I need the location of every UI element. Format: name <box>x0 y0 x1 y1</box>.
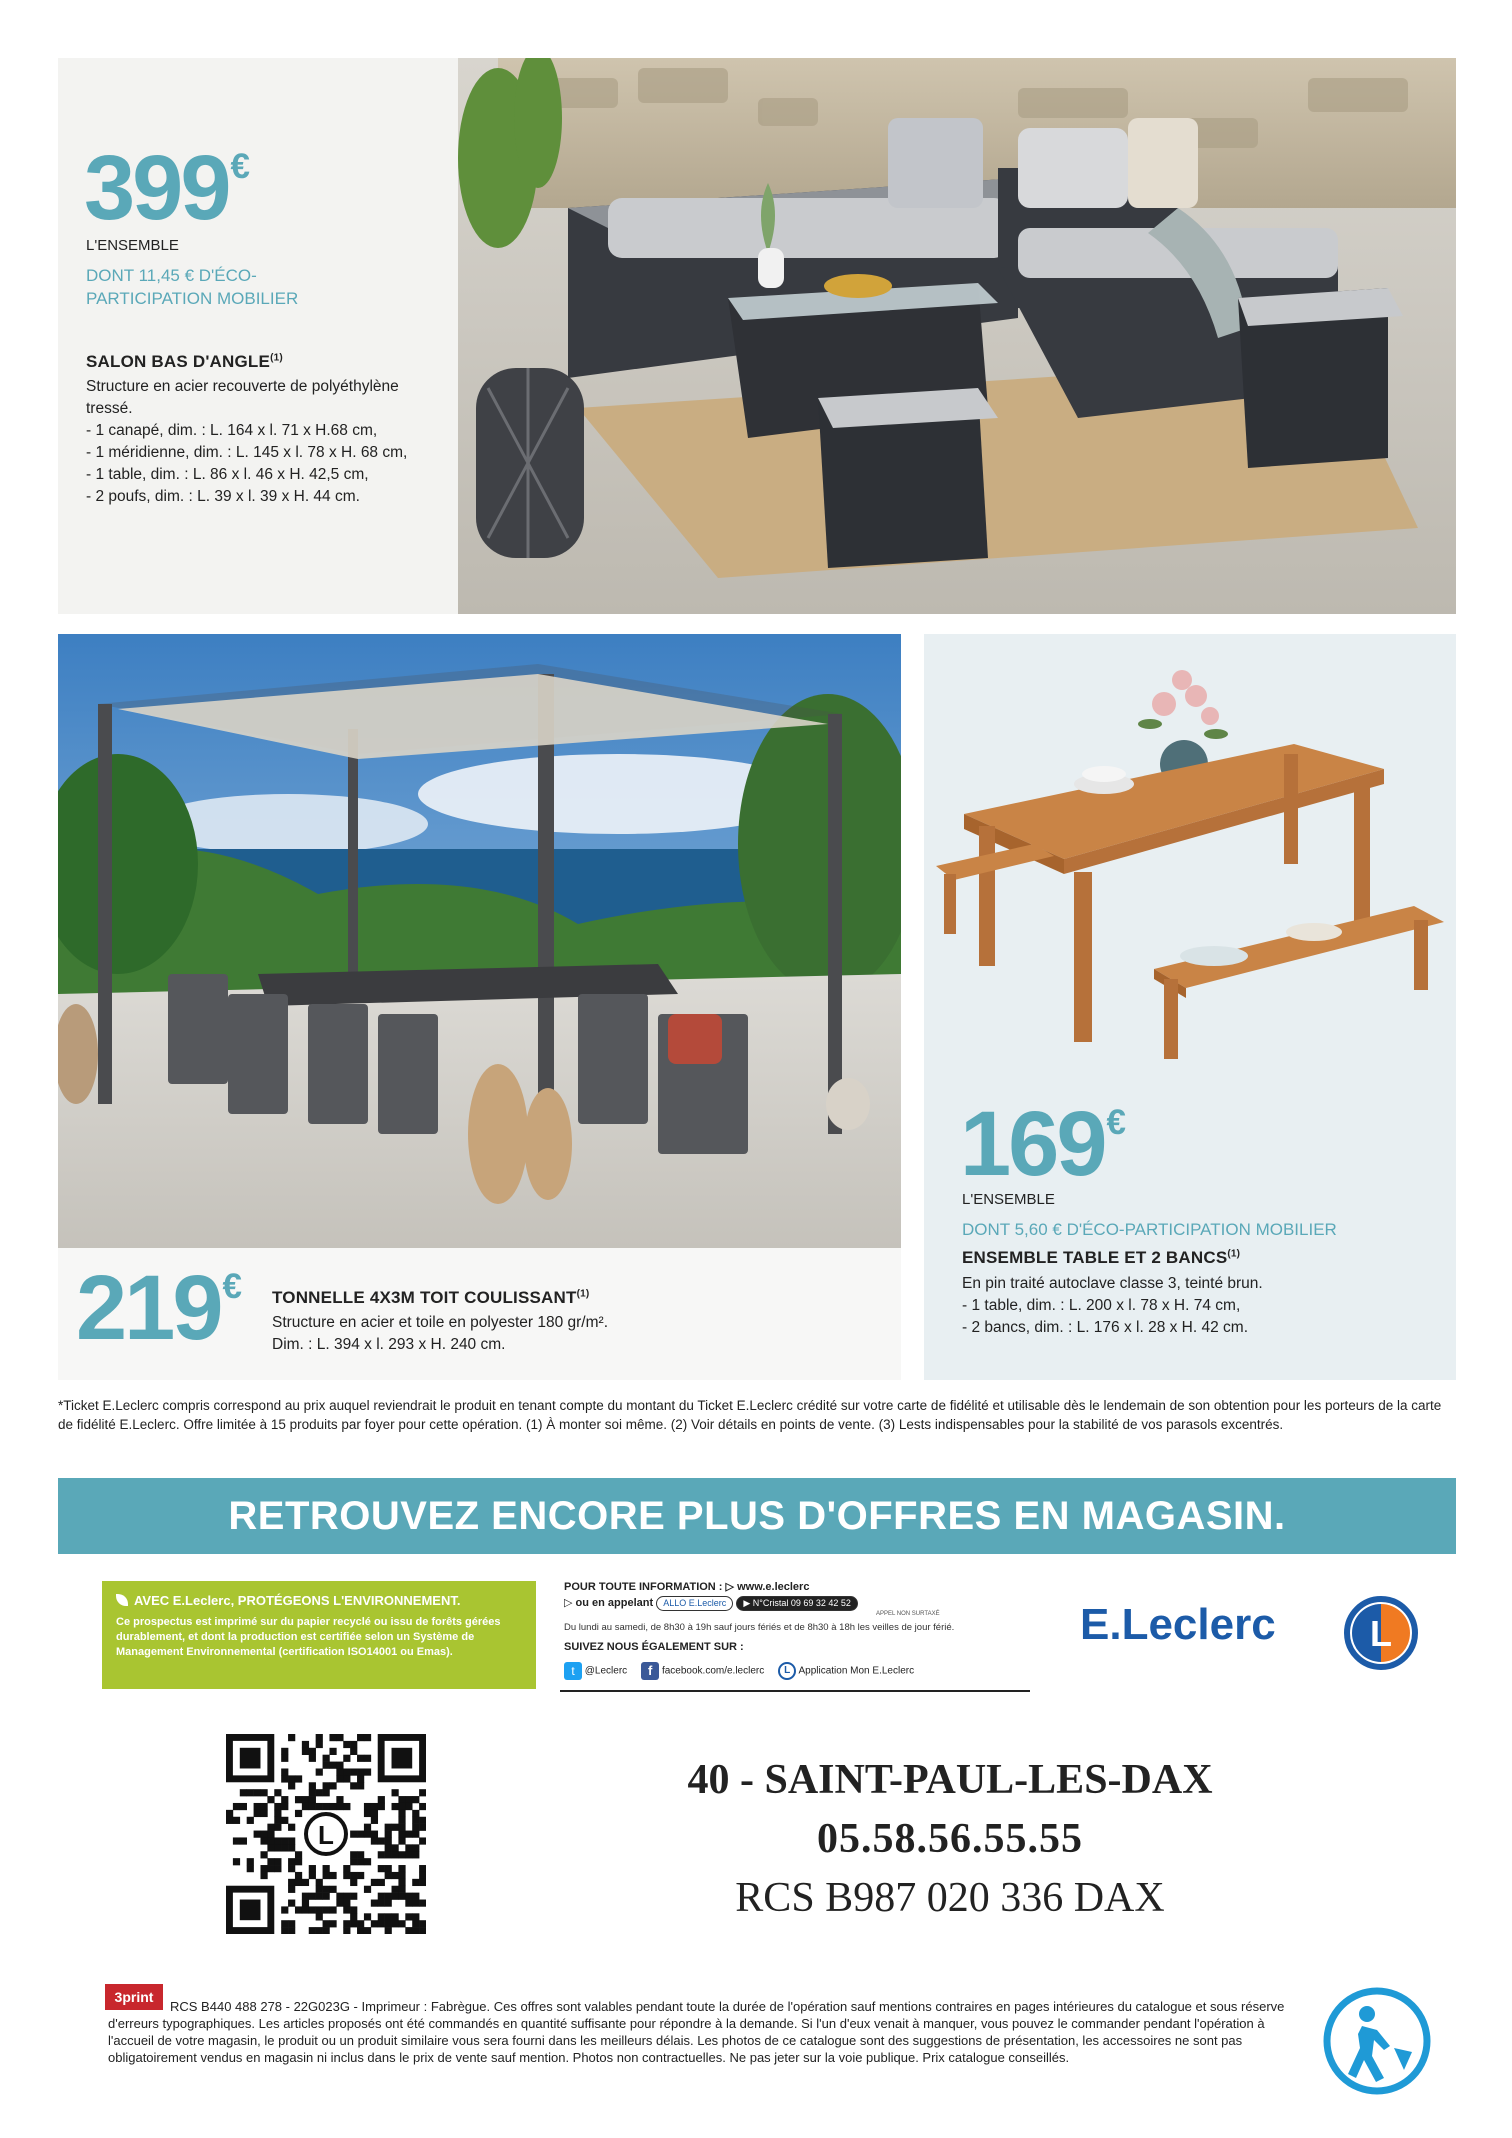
legal-text-content: RCS B440 488 278 - 22G023G - Imprimeur : Fabrègue. Ces offres sont valables pendant toute la durée de l'opération sauf mentions contraires en pages intérieures du catalogue et sous réserve d'erreurs typographiques. Les articles proposés ont été commandés en quantité suffisante pour répondre à la demande. Si l'un d'eux venait à manquer, vous pouvez le commander pendant l'opération à l'accueil de votre magasin, le produit ou un produit similaire vous sera fourni dans les meilleurs délais. Les photos de ce catalogue sont des suggestions de présentation, les accessoires ne sont pas obligatoirement vendus en magasin ni inclus dans le prix de vente sauf mention. Photos non contractuelles. Ne pas jeter sur la voie publique. Prix catalogue conseillés. <box>108 1999 1285 2065</box>
salon-price <box>84 137 250 239</box>
logo-letter: L <box>1370 1613 1392 1654</box>
tonnelle-description <box>272 1312 832 1356</box>
salon-price-currency: € <box>230 146 250 186</box>
follow-label: SUIVEZ NOUS ÉGALEMENT SUR : <box>564 1641 744 1653</box>
table-desc-line: - 1 table, dim. : L. 200 x l. 78 x H. 74 cm, <box>962 1297 1241 1314</box>
info-line-phone <box>564 1596 858 1611</box>
info-label: ou en appelant <box>575 1597 654 1609</box>
store-rcs: RCS B987 020 336 DAX <box>735 1875 1165 1921</box>
recycle-icon <box>1322 1986 1432 2096</box>
twitter-icon: t <box>564 1662 582 1680</box>
twitter-handle: @Leclerc <box>584 1665 628 1677</box>
offers-banner: RETROUVEZ ENCORE PLUS D'OFFRES EN MAGASIN. <box>58 1478 1456 1554</box>
salon-desc-line: Structure en acier recouverte de polyéthylène <box>86 378 399 395</box>
table-title-text: ENSEMBLE TABLE ET 2 BANCS <box>962 1248 1228 1267</box>
salon-eco-line-2: PARTICIPATION MOBILIER <box>86 289 299 308</box>
facebook-icon: f <box>641 1662 659 1680</box>
printer-logo-text: 3print <box>114 1989 154 2005</box>
salon-photo-illustration <box>458 58 1456 614</box>
tonnelle-price-currency: € <box>222 1266 242 1306</box>
tonnelle-photo <box>58 634 901 1248</box>
table-price-value: 169 <box>960 1093 1105 1195</box>
arrow-icon: ▷ <box>725 1581 735 1593</box>
info-line-website <box>564 1580 809 1593</box>
tonnelle-photo-illustration <box>58 634 901 1248</box>
cristal-note: APPEL NON SURTAXÉ <box>876 1611 940 1617</box>
twitter-link[interactable] <box>564 1662 627 1680</box>
allo-badge: ALLO E.Leclerc <box>656 1596 733 1611</box>
table-unit: L'ENSEMBLE <box>962 1191 1055 1208</box>
website-link[interactable]: www.e.leclerc <box>737 1581 810 1593</box>
tonnelle-price-value: 219 <box>76 1257 221 1359</box>
brand-wordmark: E.Leclerc <box>1080 1600 1276 1649</box>
facebook-url: facebook.com/e.leclerc <box>661 1665 765 1677</box>
leclerc-logo-icon <box>1344 1596 1418 1670</box>
qr-code-icon[interactable] <box>226 1734 426 1934</box>
table-eco: DONT 5,60 € D'ÉCO-PARTICIPATION MOBILIER <box>962 1220 1337 1239</box>
tonnelle-desc-line: Structure en acier et toile en polyester 180 gr/m². <box>272 1314 608 1331</box>
salon-desc-line: - 1 canapé, dim. : L. 164 x l. 71 x H.68 cm, <box>86 422 378 439</box>
footnote: *Ticket E.Leclerc compris correspond au prix auquel reviendrait le produit en tenant compte du montant du Ticket E.Leclerc crédité sur votre carte de fidélité et utilisable dès le lendemain de son obtention pour les porteurs de la carte de fidélité E.Leclerc. Offre limitée à 15 produits par foyer pour cette opération. (1) À monter soi même. (2) Voir détails en points de vente. (3) Lests indispensables pour la stabilité de vos parasols excentrés. <box>58 1398 1442 1432</box>
environment-title <box>116 1593 460 1608</box>
environment-box <box>102 1581 536 1689</box>
salon-desc-line: - 1 table, dim. : L. 86 x l. 46 x H. 42,5 cm, <box>86 466 369 483</box>
table-photo-illustration <box>924 634 1456 1074</box>
opening-hours: Du lundi au samedi, de 8h30 à 19h sauf jours fériés et de 8h30 à 18h les veilles de jour férié. <box>564 1622 955 1633</box>
table-title <box>962 1248 1240 1268</box>
info-block <box>560 1578 1030 1692</box>
table-desc-line: En pin traité autoclave classe 3, teinté brun. <box>962 1275 1263 1292</box>
social-links <box>564 1662 914 1680</box>
app-icon: L <box>778 1662 796 1680</box>
salon-title-ref: (1) <box>270 352 283 364</box>
salon-desc-line: - 2 poufs, dim. : L. 39 x l. 39 x H. 44 cm. <box>86 488 360 505</box>
environment-text: Ce prospectus est imprimé sur du papier recyclé ou issu de forêts gérées durablement, et dont la production est certifiée selon un Système de Management Environnemental (certification ISO14001 ou Emas). <box>116 1616 501 1658</box>
tonnelle-title-text: TONNELLE 4X3M TOIT COULISSANT <box>272 1288 577 1307</box>
tonnelle-title-ref: (1) <box>576 1288 590 1300</box>
arrow-icon: ▷ <box>564 1597 573 1609</box>
tonnelle-title <box>272 1288 589 1308</box>
table-description <box>962 1273 1432 1339</box>
salon-title <box>86 352 283 372</box>
cristal-label: N°Cristal <box>752 1598 789 1608</box>
salon-price-value: 399 <box>84 137 229 239</box>
leaf-icon <box>116 1594 128 1606</box>
salon-desc-line: - 1 méridienne, dim. : L. 145 x l. 78 x H. 68 cm, <box>86 444 408 461</box>
store-city: 40 - SAINT-PAUL-LES-DAX <box>687 1757 1213 1803</box>
tonnelle-price <box>76 1257 242 1359</box>
environment-title-text: AVEC E.Leclerc, PROTÉGEONS L'ENVIRONNEMENT. <box>134 1593 461 1608</box>
table-price <box>960 1093 1126 1195</box>
facebook-link[interactable] <box>641 1662 764 1680</box>
table-title-ref: (1) <box>1227 1248 1241 1260</box>
tonnelle-desc-line: Dim. : L. 394 x l. 293 x H. 240 cm. <box>272 1336 506 1353</box>
salon-unit: L'ENSEMBLE <box>86 237 179 254</box>
table-photo <box>924 634 1456 1074</box>
app-name: Application Mon E.Leclerc <box>798 1665 915 1677</box>
salon-title-text: SALON BAS D'ANGLE <box>86 352 271 371</box>
table-price-currency: € <box>1106 1102 1126 1142</box>
table-desc-line: - 2 bancs, dim. : L. 176 x l. 28 x H. 42 cm. <box>962 1319 1249 1336</box>
info-label: POUR TOUTE INFORMATION : <box>564 1581 723 1593</box>
salon-photo <box>458 58 1456 614</box>
app-link[interactable] <box>778 1662 914 1680</box>
legal-text <box>108 1998 1303 2066</box>
store-phone[interactable]: 05.58.56.55.55 <box>817 1816 1083 1862</box>
salon-description <box>86 376 466 508</box>
salon-eco-line-1: DONT 11,45 € D'ÉCO- <box>86 266 257 285</box>
salon-desc-line: tressé. <box>86 400 133 417</box>
svg-text:L: L <box>318 1820 334 1850</box>
cristal-badge: ▶ N°Cristal 09 69 32 42 52 <box>736 1596 858 1611</box>
cristal-number[interactable]: 09 69 32 42 52 <box>790 1598 851 1608</box>
